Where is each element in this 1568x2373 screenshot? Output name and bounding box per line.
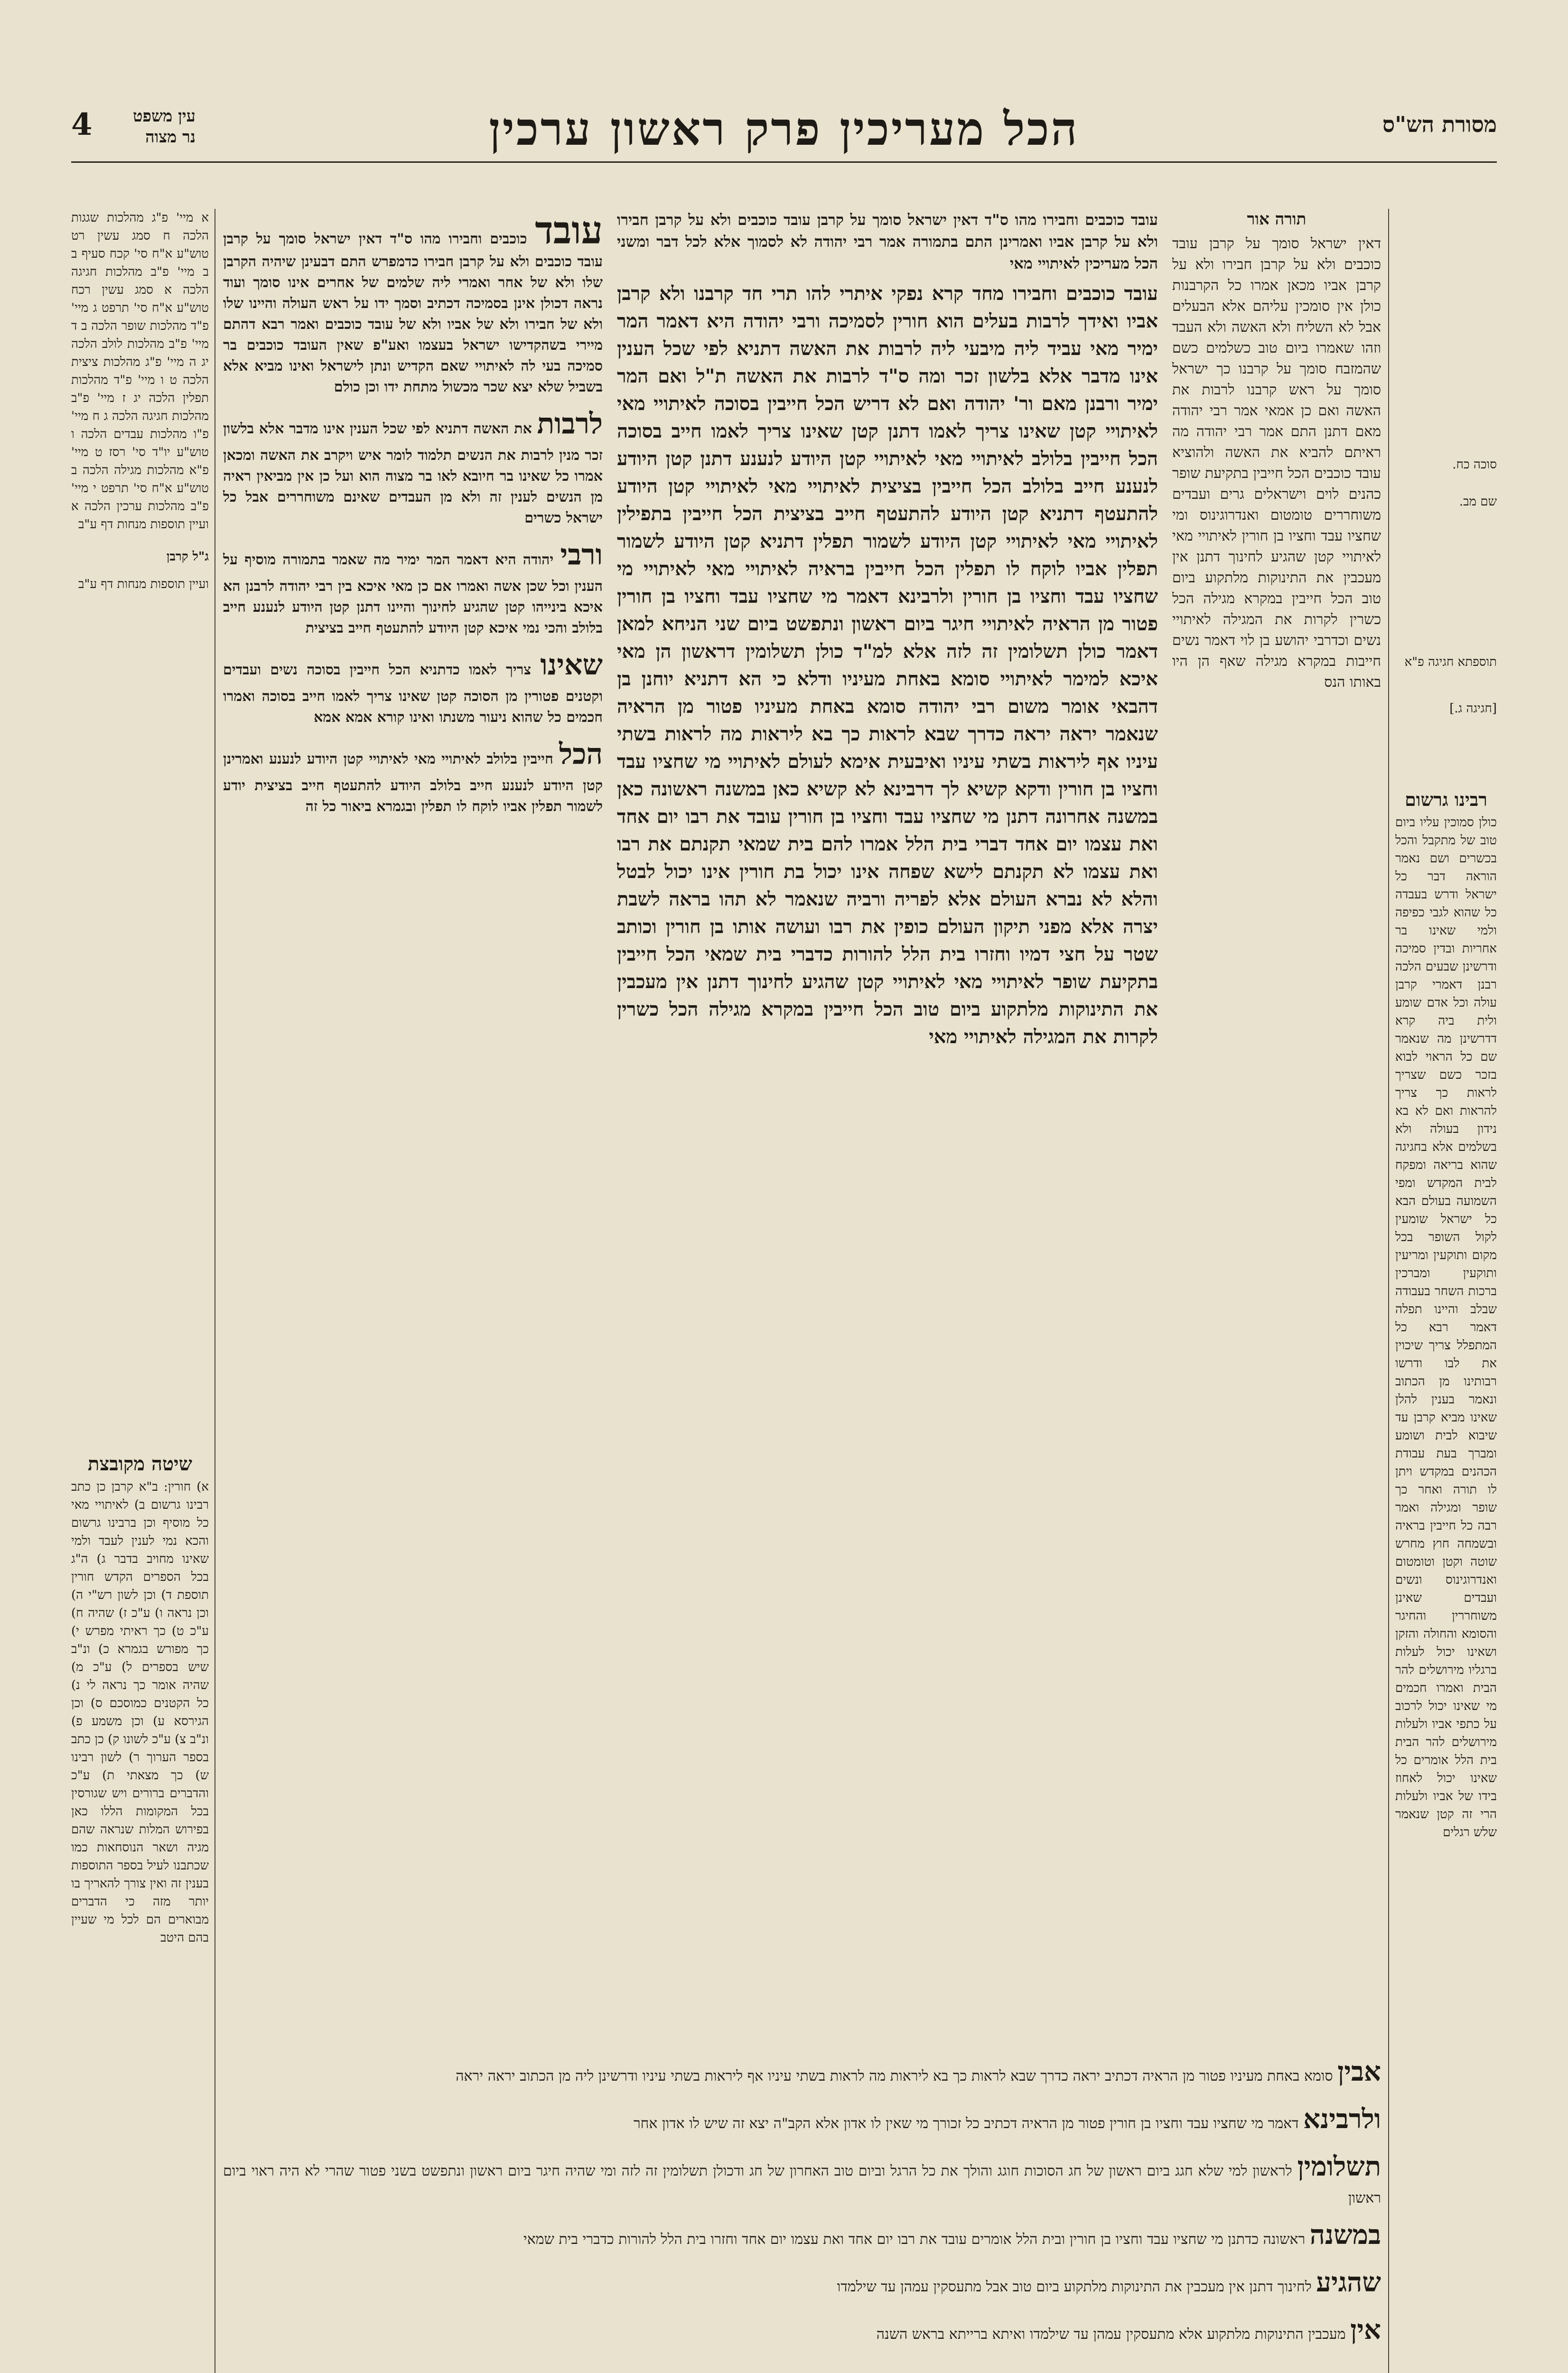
ein-mishpat-text: א מיי' פ"ג מהלכות שגגות הלכה ח סמג עשין רט טוש"ע א"ח סי' קכח סעיף ב ב מיי' פ"ב מהלכות חגיגה הלכה א סמג עשין רכח טוש"ע א"ח סי' תרפט ג מיי' פ"ד מהלכות שופר הלכה ב ד מיי' פ"ב מהלכות לולב הלכה יג ה מיי' פ"ג מהלכות ציצית הלכה ט ו מיי' פ"ד מהלכות תפלין הלכה יג ז מיי' פ"ב מהלכות חגיגה הלכה ג ח מיי' פ"ו מהלכות עבדים הלכה ו טוש"ע יו"ד סי' רסז ט מיי' פ"א מהלכות מגילה הלכה ב טוש"ע א"ח סי' תרפט י מיי' פ"ב מהלכות ערכין הלכה א ועיין תוספות מנחות דף ע"ב: [71, 211, 209, 532]
gemara-main-text: עובד כוכבים וחבירו מחד קרא נפקי איתרי להו תרי חד קרבנו ולא קרבן אביו ואידך לרבות בעלים הוא חורין לסמיכה ורבי יהודה היא דאמר המר ימיר מאי עביד ליה מיבעי ליה לרבות את האשה דתניא לפי שכל הענין אינו מדבר אלא בלשון זכר ומה ס"ד לרבות את האשה ת"ל ואם המר ימיר ורבנן מאם ור' יהודה ואם לא דריש הכל חייבין בסוכה לאיתויי מאי לאיתויי קטן שאינו צריך לאמו דתנן קטן שאינו צריך לאמו חייב בסוכה הכל חייבין בלולב לאיתויי מאי לאיתויי קטן היודע לנענע דתנן קטן היודע לנענע חייב בלולב הכל חייבין בציצית לאיתויי מאי לאיתויי קטן היודע להתעטף דתניא קטן היודע להתעטף חייב בציצית הכל חייבין בתפילין לאיתויי מאי לאיתויי קטן היודע לשמור תפלין דתניא קטן היודע לשמור תפלין אביו לוקח לו תפלין הכל חייבין בראיה לאיתויי מאי לאיתויי מי שחציו עבד וחציו בן חורין ולרבינא דאמר מי שחציו עבד וחציו בן חורין פטור מן הראיה לאיתויי חיגר ביום ראשון ונתפשט ביום שני הניחא למאן דאמר כולן תשלומין זה לזה אלא למ"ד כולן תשלומין דראשון הן מאי איכא למימר לאיתויי סומא באחת מעיניו ודלא כי הא דתניא יוחנן בן דהבאי אומר משום רבי יהודה סומא באחת מעיניו פטור מן הראיה שנאמר יראה יראה כדרך שבא לראות כך בא ליראות מה לראות בשתי עיניו אף ליראות בשתי עיניו ואיבעית אימא לעולם לאיתויי מי שחציו עבד וחציו בן חורין ודקא קשיא לך דרבינא לא קשיא כאן במשנה ראשונה כאן במשנה אחרונה דתנן מי שחציו עבד וחציו בן חורין עובד את רבו יום אחד ואת עצמו יום אחד דברי בית הלל אמרו להם בית שמאי תקנתם את רבו ואת עצמו לא תקנתם לישא שפחה אינו יכול בת חורין אינו יכול לבטל והלא לא נברא העולם אלא לפריה ורביה שנאמר לא תהו בראה לשבת יצרה אלא מפני תיקון העולם כופין את רבו ועושה אותו בן חורין וכותב שטר על חצי דמיו וחזרו בית הלל להורות כדברי בית שמאי הכל חייבין בתקיעת שופר לאיתויי מאי לאיתויי קטן שהגיע לחינוך דתנן אין מעכבין את התינוקות מלתקוע ביום טוב הכל חייבין במקרא מגילה הכל כשרין לקרות את המגילה לאיתויי מאי: [617, 282, 1158, 1048]
massoret-ref-2: שם מב.: [1459, 495, 1497, 509]
lower-paragraph-lerabina: [223, 2098, 1381, 2140]
massoret-hashas-label: מסורת הש"ס: [1382, 112, 1497, 137]
lower-text-lerabina: דאמר מי שחציו עבד וחציו בן חורין פטור מן הראיה דכתיב כל זכורך מי שאין לו אדון אלא הקב"ה יצא זה שיש לו אדון אחר: [633, 2115, 1299, 2132]
lower-word-lerabina: ולרבינא: [1303, 2103, 1381, 2135]
lower-word-sheniga: שהגיע: [1316, 2267, 1381, 2298]
tosafot-paragraph-1: [223, 209, 603, 398]
lower-word-mishna: במשנה: [1309, 2219, 1381, 2251]
tosafot-opening-word: עובד: [535, 209, 603, 252]
lower-paragraph-sheniga: [223, 2261, 1381, 2304]
ein-mishpat-label-line-2: נר מצוה: [145, 128, 196, 147]
tosafot-column: [223, 209, 603, 2041]
tosafot-paragraph-5: [223, 733, 603, 817]
shita-mekubetzet-column: [71, 1452, 209, 2373]
gemara-opening-rashi: עובד כוכבים וחבירו מהו ס"ד דאין ישראל סומך על קרבן עובד כוכבים ולא על קרבן חבירו ולא על קרבן אביו ואמרינן התם בתמורה אמר רבי יהודה לא לסמוך אלא לכל דבר ומשני הכל מעריכין לאיתויי מאי: [617, 211, 1158, 272]
massoret-hashas-column: [1395, 209, 1497, 778]
tosafot-paragraph-2: [223, 402, 603, 529]
gemara-main-column: [617, 209, 1158, 2041]
rabbeinu-gershom-text: כולן סמוכין עליו ביום טוב של מתקבל והכל בכשרים ושם נאמר הוראה דבר כל ישראל ודרש בעבדה כל שהוא לגבי כפיפה ולמי שאינו בר אחריות ובדין סמיכה ודרשינן שבעים הלכה רבנן דאמרי קרבן עולה וכל אדם שומע ולית ביה קרא דדרשינן מה שנאמר שם כל הראוי לבוא בזכר כשם שצריך לראות כך צריך להראות ואם לא בא נידון בעולה ולא בשלמים אלא בחגיגה שהוא בריאה ומפקח לבית המקדש ומפי השמועה בעולם הבא כל ישראל שומעין לקול השופר בכל מקום ותוקעין ומריעין ותוקעין ומברכין ברכות השחר בעבודה שבלב והיינו תפלה דאמר רבא כל המתפלל צריך שיכוין את לבו ודרשו רבותינו מן הכתוב ונאמר בענין להלן שאינו מביא קרבן עד שיבוא לבית ושומע ומברך בעת עבודת הכהנים במקדש ויתן לו תורה ואחר כך שופר ומגילה ואמר רבה כל חייבין בראיה ובשמחה חוץ מחרש שוטה וקטן וטומטום ואנדרוגינוס ונשים ועבדים שאינן משוחררין והחיגר והסומא והחולה והזקן ושאינו יכול לעלות ברגליו מירושלים להר הבית ואמרו חכמים מי שאינו יכול לרכוב על כתפי אביו ולעלות מירושלים להר הבית בית הלל אומרים כל שאינו יכול לאחוז בידו של אביו ולעלות הרי זה קטן שנאמר שלש רגלים: [1395, 815, 1497, 1840]
page-number: 4: [71, 107, 93, 142]
torah-or-label: תורה אור: [1247, 210, 1307, 229]
lower-text-ein: מעכבין התינוקות מלתקוע אלא מתעסקין עמהן עד שילמדו ואיתא ברייתא בראש השנה: [876, 2326, 1346, 2343]
ein-mishpat-ref-2: ועיין תוספות מנחות דף ע"ב: [78, 577, 209, 591]
tosafot-word-4: שאינו: [540, 648, 603, 682]
ein-mishpat-column: [71, 209, 209, 1433]
rabbeinu-gershom-column: [1395, 788, 1497, 2373]
tosafot-paragraph-4: [223, 644, 603, 728]
shita-mekubetzet-text: א) חורין: ב"א קרבן כן כתב רבינו גרשום ב) לאיתויי מאי כל מוסיף וכן ברבינו גרשום והכא נמי לענין לעבד ולמי שאינו מחויב בדבר ג) ה"ג בכל הספרים הקדש חורין תוספת ד) וכן לשון רש"י ה) וכן נראה ו) ע"כ ז) שהיה ח) ע"כ ט) כך ראיתי מפרש י) כך מפורש בגמרא כ) ונ"ב שיש בספרים ל) ע"כ מ) שהיה אומר כך נראה לי נ) כל הקטנים כמוסכם ס) וכן הגירסא ע) וכן משמע פ) ונ"ב צ) ע"כ לשונו ק) כן כתב בספר הערוך ר) לשון רבינו ש) כך מצאתי ת) ע"כ והדברים ברורים ויש שגורסין בכל המקומות הללו כאן בפירוש המלות שנראה שהם מגיה ושאר הנוסחאות כמו שכתבנו לעיל בספר התוספות בענין זה ואין צורך להאריך בו יותר מזה כי הדברים מבוארים הם לכל מי שעיין בהם היטב: [71, 1480, 209, 1945]
tosafot-text-5: חייבין בלולב לאיתויי מאי לאיתויי קטן היודע לנענע ואמרינן קטן היודע לנענע חייב בלולב היודע להתעטף חייב בציצית יודע לשמור תפלין אביו לוקח לו תפלין ובגמרא ביאור כל זה: [223, 751, 603, 815]
lower-paragraph-mishna: [223, 2214, 1381, 2256]
tosafot-paragraph-3: [223, 533, 603, 639]
tosafot-text-1: כוכבים וחבירו מהו ס"ד דאין ישראל סומך על קרבן עובד כוכבים ולא על קרבן חבירו כדמפרש התם דבעינן שיהיה הקרבן שלו ולא של אחר ואמרי ליה שלמים של אחרים אינו סומך ועוד נראה דכולן אינן בסמיכה דכתיב וסמך ידו על ראש העולה והיינו שלו ולא של חבירו ולא של אביו ולא של עובד כוכבים ואמר רבא דהתם מיירי בשהקדישו ישראל בעצמו ואע"פ שאין העובד כוכבים בר סמיכה בעי לה לאיתויי שאם הקדיש ונתן לישראל ואינו מביא אלא בשביל שלא יצא שכר מכשול מתחת ידו וכן כולם: [223, 231, 603, 395]
massoret-ref-1: סוכה כח.: [1452, 458, 1497, 472]
tosafot-text-3: יהודה היא דאמר המר ימיר מה שאמר בתמורה מוסיף על הענין וכל שכן אשה ואמרו אם כן מאי איכא בין רבי יהודה לרבנן הא איכא בינייהו קטן שהגיע לחינוך והיינו דתנן קטן היודע לנענע חייב בלולב והכי נמי איכא קטן היודע להתעטף חייב בציצית: [223, 551, 603, 636]
lower-text-sheniga: לחינוך דתנן אין מעכבין את התינוקות מלתקוע ביום טוב אבל מתעסקין עמהן עד שילמדו: [837, 2279, 1312, 2295]
shita-mekubetzet-title: שיטה מקובצת: [88, 1453, 192, 1475]
massoret-ref-4: [חגיגה ג.]: [1449, 701, 1497, 716]
lower-text-mishna: ראשונה כדתנן מי שחציו עבד וחציו בן חורין ובית הלל אומרים עובד את רבו יום אחד ואת עצמו יום אחד וחזרו בית הלל להורות כדברי בית שמאי: [523, 2231, 1306, 2248]
page-header: [71, 102, 1497, 154]
lower-paragraph-tashlumin: [223, 2145, 1381, 2209]
rabbeinu-gershom-title: רבינו גרשום: [1405, 789, 1487, 810]
tosafot-word-2: לרבות: [537, 407, 603, 440]
lower-text-avin: סומא באחת מעיניו פטור מן הראיה דכתיב יראה כדרך שבא לראות כך בא ליראות מה לראות בשתי עיניו אף ליראות בשתי עיניו ודרשינן ליה מן הכתוב יראה יראה: [456, 2068, 1333, 2084]
tosafot-word-3: ורבי: [560, 538, 603, 571]
right-margin-divider: [1388, 209, 1389, 2373]
lower-paragraph-avin: [223, 2050, 1381, 2093]
massoret-ref-3: תוספתא חגיגה פ"א: [1404, 655, 1497, 669]
lower-word-tashlumin: תשלומין: [1297, 2151, 1381, 2182]
ein-mishpat-ref-1: ג"ל קרבן: [166, 550, 209, 564]
lower-word-ein: אין: [1350, 2314, 1381, 2345]
lower-word-avin: אבין: [1337, 2056, 1381, 2087]
tosafot-text-2: את האשה דתניא לפי שכל הענין אינו מדבר אלא בלשון זכר מנין לרבות את הנשים תלמוד לומר איש ויקרב את האשה ומכאן אמרו כל שאינו בר חיובא לאו בר מצוה הוא ועל כן אין מביאין ראיה מן הנשים לענין זה ולא מן העבדים שאינם משוחררים אבל כל ישראל כשרים: [223, 420, 603, 526]
header-rule: [71, 161, 1497, 163]
page-title: הכל מעריכין פרק ראשון ערכין: [489, 102, 1079, 156]
lower-paragraph-ein: [223, 2308, 1381, 2351]
ein-mishpat-label: [133, 106, 196, 148]
tosafot-word-5: הכל: [559, 738, 603, 771]
ein-mishpat-label-line-1: עין משפט: [133, 107, 196, 126]
tosafot-text-4: צריך לאמו כדתניא הכל חייבין בסוכה נשים ועבדים וקטנים פטורין מן הסוכה קטן שאינו צריך לאמו חייב בסוכה ואמרו חכמים כל שהוא ניעור משנתו ואינו קורא אמא אמא: [223, 662, 603, 726]
lower-commentary-block: [223, 2050, 1381, 2373]
rashi-text: דאין ישראל סומך על קרבן עובד כוכבים ולא על קרבן חבירו ולא על קרבן אביו מכאן אמרו כל הקרבנות כולן אין סומכין עליהם אלא הבעלים אבל לא השליח ולא האשה ולא העבד וזהו שאמרו ביום טוב כשלמים כשם שהמזבח סומך על קרבנו כך ישראל סומך על ראש קרבנו לרבות את האשה ואם כן אמאי אמר רבי יהודה מאם דתנן התם אמר רבי יהודה מה ראיתם להביא את האשה ולהוציא עובד כוכבים הכל חייבין בתקיעת שופר כהנים לוים וישראלים גרים ועבדים משוחררים טומטום ואנדרוגינוס ומי שחציו עבד וחציו בן חורין לאיתויי מאי לאיתויי קטן שהגיע לחינוך דתנן אין מעכבין את התינוקות מלתקוע ביום טוב הכל חייבין במקרא מגילה הכל כשרין לקרות את המגילה לאיתויי נשים וכדרבי יהושע בן לוי דאמר נשים חייבות במקרא מגילה שאף הן היו באותו הנס: [1172, 235, 1381, 691]
lower-text-tashlumin: לראשון למי שלא חגג ביום ראשון של חג הסוכות חוגג והולך את כל הרגל וביום טוב האחרון של חג ודכולן תשלומין זה לזה ומי שהיה חיגר ביום ראשון ונתפשט בשני פטור שהרי לא היה ראוי ביום ראשון: [223, 2163, 1381, 2206]
rashi-column: [1172, 209, 1381, 2041]
